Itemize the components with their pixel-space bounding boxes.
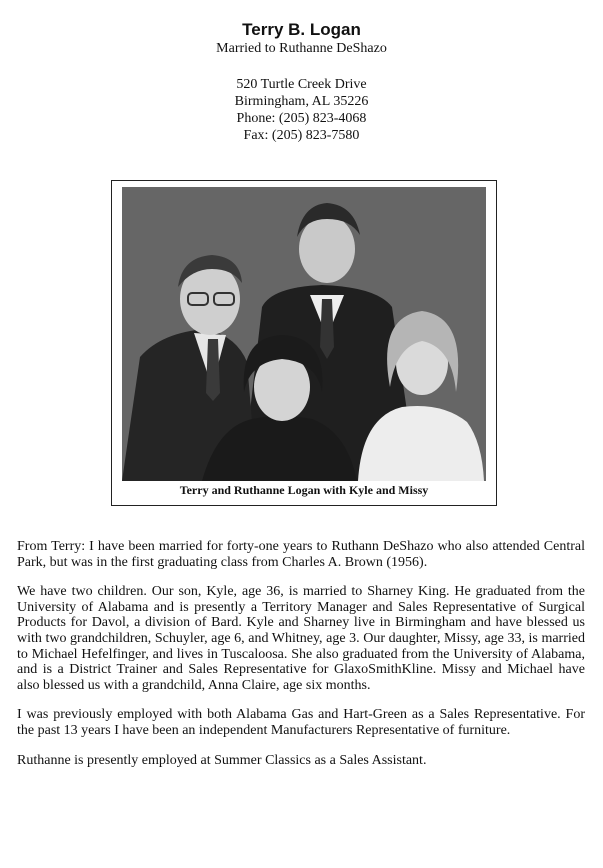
paragraph-spouse-employment: Ruthanne is presently employed at Summer Classics as a Sales Assistant. [17,752,427,768]
family-portrait-image [122,187,486,481]
header [0,20,603,144]
address-street: 520 Turtle Creek Drive [236,77,367,92]
paragraph-marriage: From Terry: I have been married for forty-one years to Ruthann DeShazo who also attended Central Park, but was in the first graduating class from Charles A. Brown (1956). [17,539,585,570]
photo-caption: Terry and Ruthanne Logan with Kyle and Missy [179,483,429,497]
contact-block [0,76,603,144]
person-name: Terry B. Logan [242,20,361,39]
paragraph-employment: I was previously employed with both Alabama Gas and Hart-Green as a Sales Representative. For the past 13 years I have been an independent Manufacturers Representative of furniture. [17,707,585,738]
biography-text [17,539,585,782]
address-city: Birmingham, AL 35226 [234,94,369,109]
family-photo [122,187,486,481]
spouse-line: Married to Ruthanne DeShazo [216,41,387,56]
family-photo-frame [111,180,497,506]
paragraph-children: We have two children. Our son, Kyle, age 36, is married to Sharney King. He graduated from the University of Alabama and is presently a Territory Manager and Sales Representative of Surgical Products for Davol, a division of Bard. Kyle and Sharney live in Birmingham and have blessed us with two grandchildren, Schuyler, age 6, and Whitney, age 3. Our daughter, Missy, age 33, is married to Michael Hefelfinger, and lives in Tuscaloosa. She also graduated from the University of Alabama, and is a District Trainer and Sales Representative for GlaxoSmithKline. Missy and Michael have also blessed us with a grandchild, Anna Claire, age six months. [17,584,585,693]
phone-number: Phone: (205) 823-4068 [236,111,367,126]
fax-number: Fax: (205) 823-7580 [243,128,360,143]
